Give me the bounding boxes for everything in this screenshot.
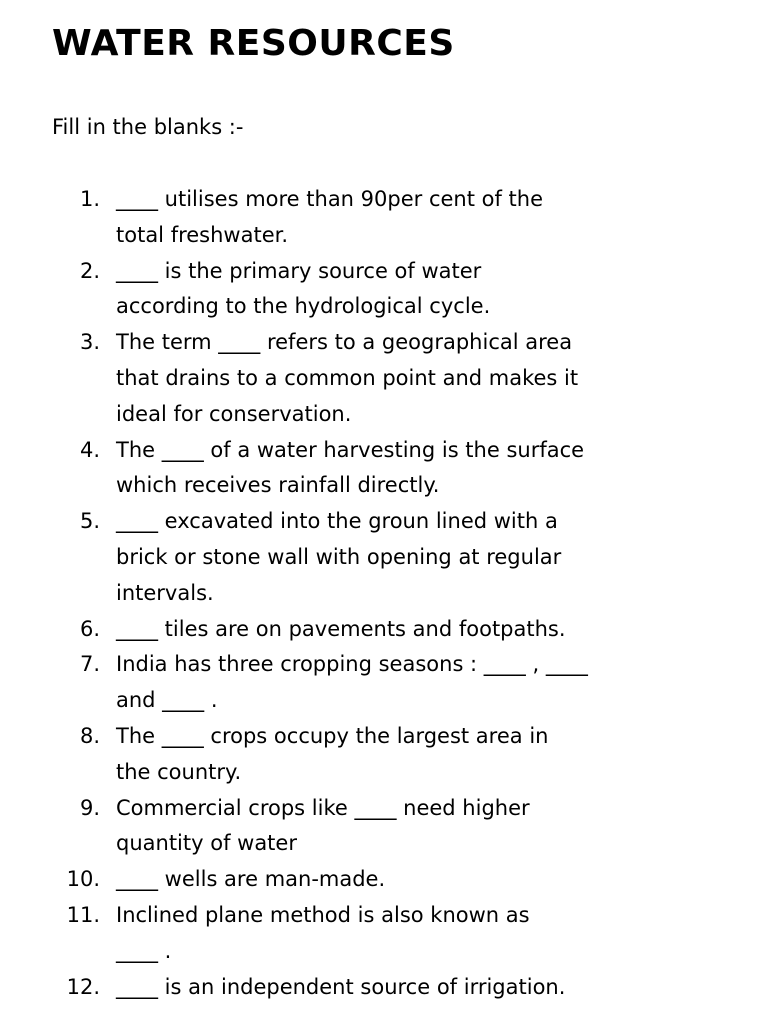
question-item [0,791,768,863]
question-item [0,182,768,254]
question-number: 10. [66,867,100,892]
question-item [0,325,768,432]
question-number: 1. [79,187,100,211]
question-text: The term ____ refers to a geographical area that drains to a common point and makes it ideal for conservation. [116,330,579,426]
question-number: 3. [79,330,100,355]
question-text: Inclined plane method is also known as ____ . [116,902,530,963]
question-number: 6. [79,616,100,641]
question-text: ____ is an independent source of irrigation. [116,974,566,999]
question-number: 8. [79,723,100,748]
question-text: India has three cropping seasons : ____ , ____ and ____ . [116,652,588,713]
question-text: ____ excavated into the groun lined with a brick or stone wall with opening at regular intervals. [116,509,562,605]
question-item [0,647,768,719]
question-item [0,898,768,970]
question-text: The ____ crops occupy the largest area in the country. [116,723,549,784]
question-number: 7. [79,652,100,677]
question-number: 12. [66,974,100,999]
question-number: 2. [79,258,100,283]
question-item [0,862,768,898]
question-text: ____ wells are man-made. [116,867,386,892]
page-title: WATER RESOURCES [52,23,455,64]
question-item [0,433,768,505]
question-text: ____ utilises more than 90per cent of the total freshwater. [116,187,544,247]
question-number: 5. [79,509,100,534]
question-text: ____ is the primary source of water according to the hydrological cycle. [116,258,491,319]
question-item [0,612,768,648]
question-item [0,970,768,1006]
instruction-text: Fill in the blanks :- [52,115,244,139]
question-text: Commercial crops like ____ need higher quantity of water [116,795,530,856]
question-number: 4. [79,437,100,462]
question-text: The ____ of a water harvesting is the surface which receives rainfall directly. [116,437,585,498]
question-list [0,182,768,1005]
question-item [0,254,768,326]
question-item [0,719,768,791]
question-item [0,504,768,611]
question-number: 11. [66,902,100,927]
question-number: 9. [79,795,100,820]
question-text: ____ tiles are on pavements and footpaths. [116,616,566,641]
